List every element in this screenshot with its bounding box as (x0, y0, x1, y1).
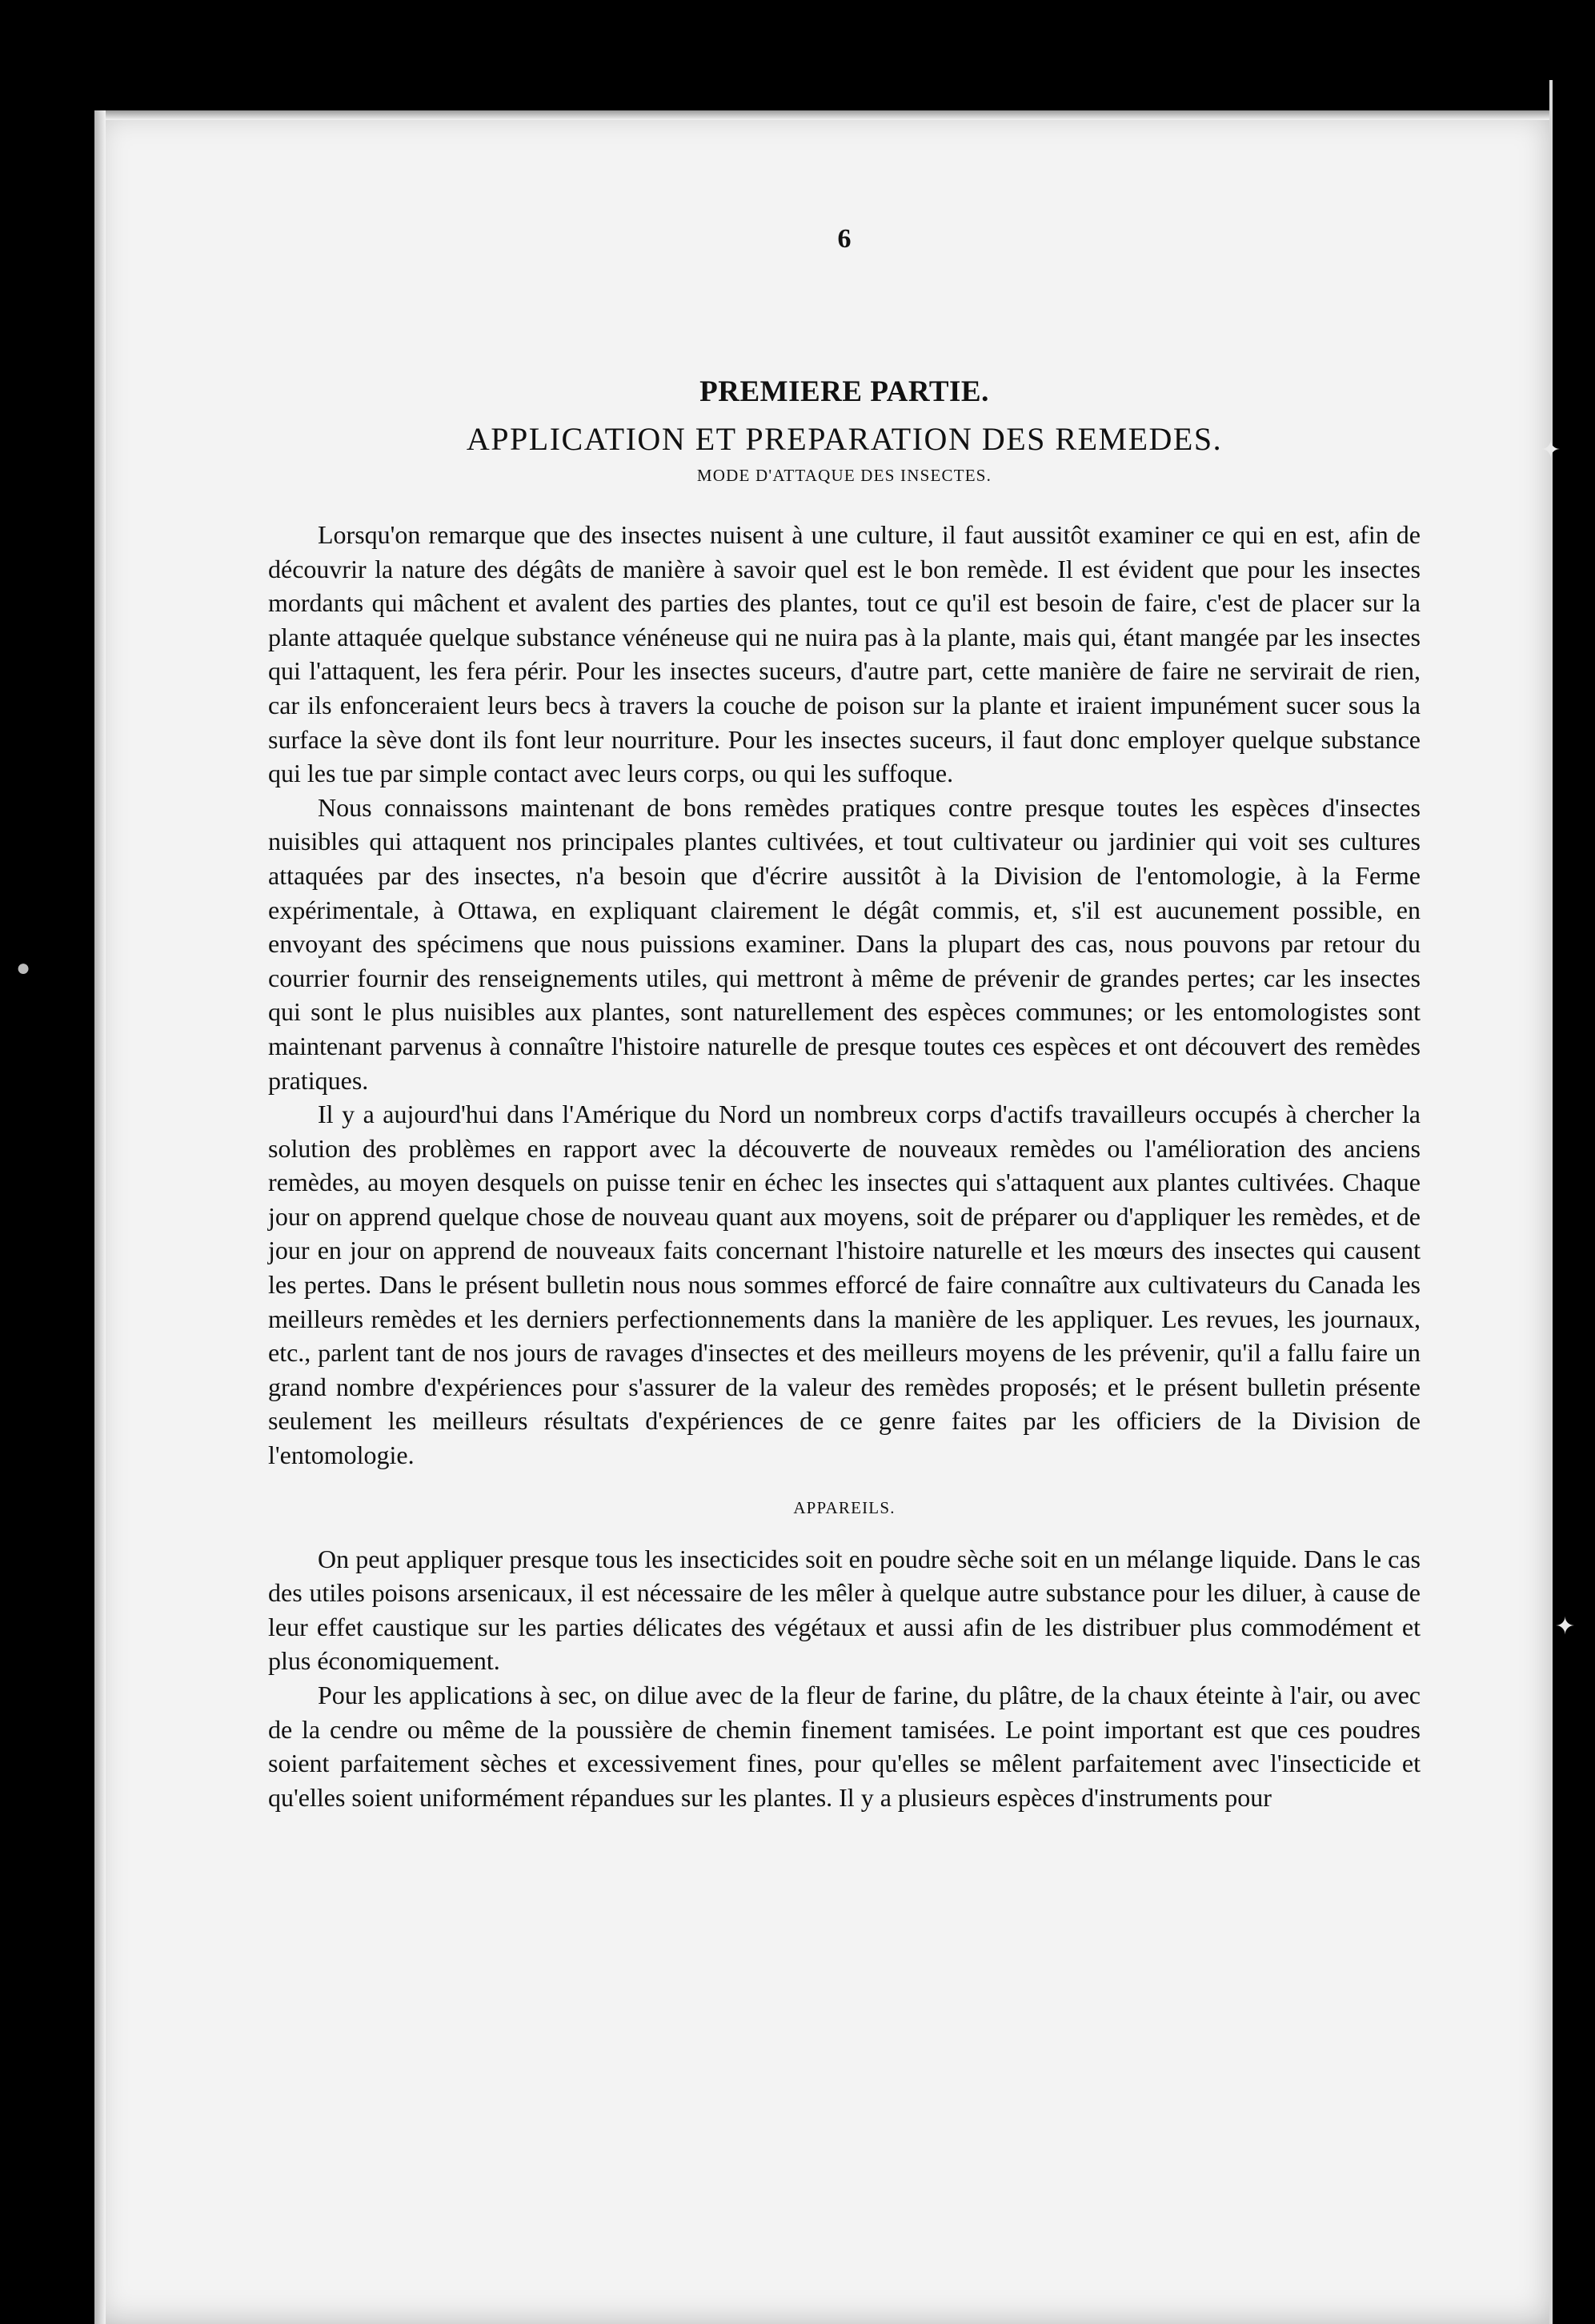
paragraph: Il y a aujourd'hui dans l'Amérique du Nord un nombreux corps d'actifs travailleurs occupés à chercher la solution des problèmes en rapport avec la découverte de nouveaux remèdes ou l'amélioration des anciens remèdes, au moyen desquels on puisse tenir en échec les insectes qui s'attaquent aux plantes cultivées. Chaque jour on apprend quelque chose de nouveau quant aux moyens, soit de préparer ou d'appliquer les remèdes, et de jour en jour on apprend de nouveaux faits concernant l'histoire naturelle et les mœurs des insectes qui causent les pertes. Dans le présent bulletin nous nous sommes efforcé de faire connaître aux cultivateurs du Canada les meilleurs remèdes et les derniers perfectionnements dans la manière de les appliquer. Les revues, les journaux, etc., parlent tant de nos jours de ravages d'insectes et des meilleurs moyens de les prévenir, qu'il a fallu faire un grand nombre d'expériences pour s'assurer de la valeur des remèdes proposés; et le présent bulletin présente seulement les meilleurs résultats d'expériences de ce genre faites par les officiers de la Division de l'entomologie. (268, 1100, 1421, 1470)
page-number: 6 (837, 224, 852, 254)
paragraph: Pour les applications à sec, on dilue avec de la fleur de farine, du plâtre, de la chaux éteinte à l'air, ou avec de la cendre ou même de la poussière de chemin finement tamisées. Le point important est que ces poudres soient parfaitement sèches et excessivement fines, pour qu'elles se mêlent parfaitement avec l'insecticide et qu'elles soient uniformément répandues sur les plantes. Il y a plusieurs espèces d'instruments pour (268, 1681, 1421, 1812)
section-heading-appareils: APPAREILS. (793, 1497, 896, 1517)
scan-artifact-mark: ✦ (1541, 437, 1561, 463)
part-title: PREMIERE PARTIE. (699, 375, 989, 408)
scan-right-border (1549, 80, 1553, 2324)
section-heading-mode-attaque: MODE D'ATTAQUE DES INSECTES. (696, 466, 992, 485)
scan-artifact-mark: ✦ (1555, 1613, 1576, 1640)
paragraph: On peut appliquer presque tous les insecticides soit en poudre sèche soit en un mélange liquide. Dans le cas des utiles poisons arsenicaux, il est nécessaire de les mêler à quelque autre substance pour les diluer, à cause de leur effet caustique sur les parties délicates des végétaux et aussi afin de les distribuer plus commodément et plus économiquement. (268, 1544, 1421, 1676)
page-content (268, 224, 1421, 1814)
page-top-edge (94, 110, 1553, 120)
page-left-edge (94, 110, 106, 2324)
paragraph: Nous connaissons maintenant de bons remèdes pratiques contre presque toutes les espèces d'insectes nuisibles qui attaquent nos principales plantes cultivées, et tout cultivateur ou jardinier qui voit ses cultures attaquées par des insectes, n'a besoin que d'écrire aussitôt à la Division de l'entomologie, à la Ferme expérimentale, à Ottawa, en expliquant clairement le dégât commis, et, s'il est aucunement possible, en envoyant des spécimens que nous puissions examiner. Dans la plupart des cas, nous pouvons par retour du courrier fournir des renseignements utiles, qui mettront à même de prévenir de grandes pertes; car les insectes qui sont le plus nuisibles aux plantes, sont naturellement des espèces communes; or les entomologistes sont maintenant parvenus à connaître l'histoire naturelle de presque toutes ces espèces et ont découvert des remèdes pratiques. (268, 792, 1421, 1095)
paragraph: Lorsqu'on remarque que des insectes nuisent à une culture, il faut aussitôt examiner ce qui en est, afin de découvrir la nature des dégâts de manière à savoir quel est le bon remède. Il est évident que pour les insectes mordants qui mâchent et avalent des parties des plantes, tout ce qu'il est besoin de faire, c'est de placer sur la plante attaquée quelque substance vénéneuse qui ne nuira pas à la plante, mais qui, étant mangée par les insectes qui l'attaquent, les fera périr. Pour les insectes suceurs, d'autre part, cette manière de faire ne servirait de rien, car ils enfonceraient leurs becs à travers la couche de poison sur la plante et iraient impunément sucer sous la surface la sève dont ils font leur nourriture. Pour les insectes suceurs, il faut donc employer quelque substance qui les tue par simple contact avec leurs corps, ou qui les suffoque. (268, 520, 1421, 788)
scan-artifact-mark: ● (16, 955, 31, 981)
main-heading: APPLICATION ET PREPARATION DES REMEDES. (466, 421, 1223, 457)
